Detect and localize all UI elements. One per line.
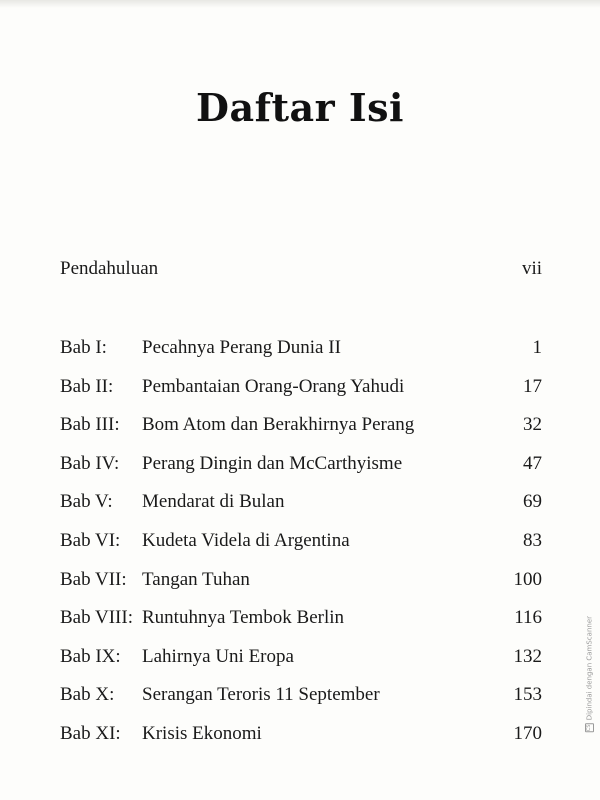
chapter-page-number: 83 <box>523 529 542 551</box>
watermark-text: Dipindai dengan CamScanner <box>585 615 594 720</box>
intro-label: Pendahuluan <box>60 258 159 279</box>
scan-edge-shadow <box>0 0 600 8</box>
chapter-page-number: 153 <box>513 684 542 706</box>
toc-row <box>60 646 542 685</box>
toc-intro-row <box>60 258 542 280</box>
chapter-number: Bab I: <box>60 337 107 358</box>
chapter-page-number: 17 <box>523 375 542 397</box>
chapter-page-number: 1 <box>532 337 542 358</box>
chapter-number: Bab VI: <box>60 529 121 551</box>
toc-row <box>60 376 542 415</box>
chapter-title: Lahirnya Uni Eropa <box>142 645 294 667</box>
page-title: Daftar Isi <box>196 85 404 131</box>
toc-row <box>60 491 542 530</box>
chapter-page-number: 32 <box>523 414 542 436</box>
chapter-number: Bab II: <box>60 375 114 397</box>
chapter-page-number: 116 <box>514 607 542 629</box>
toc-row <box>60 723 542 762</box>
chapter-title: Pembantaian Orang-Orang Yahudi <box>142 375 405 397</box>
intro-page-number: vii <box>521 258 542 279</box>
toc-row <box>60 530 542 569</box>
table-of-contents <box>60 337 542 762</box>
chapter-number: Bab V: <box>60 491 113 513</box>
toc-row <box>60 569 542 608</box>
chapter-title: Runtuhnya Tembok Berlin <box>142 607 345 629</box>
toc-row <box>60 684 542 723</box>
chapter-title: Tangan Tuhan <box>142 568 250 590</box>
chapter-number: Bab VIII: <box>60 607 133 629</box>
chapter-number: Bab XI: <box>60 722 121 744</box>
chapter-title: Perang Dingin dan McCarthyisme <box>142 452 403 474</box>
chapter-page-number: 132 <box>513 645 542 667</box>
chapter-page-number: 47 <box>523 452 542 474</box>
chapter-title: Kudeta Videla di Argentina <box>142 529 350 551</box>
chapter-number: Bab III: <box>60 414 120 436</box>
chapter-page-number: 69 <box>523 491 542 513</box>
chapter-number: Bab VII: <box>60 568 127 590</box>
camscanner-watermark <box>585 616 594 732</box>
chapter-page-number: 170 <box>513 722 542 744</box>
chapter-page-number: 100 <box>513 568 542 590</box>
camscanner-logo-icon: CS <box>586 724 592 731</box>
chapter-title: Krisis Ekonomi <box>142 722 262 744</box>
toc-row <box>60 414 542 453</box>
chapter-title: Pecahnya Perang Dunia II <box>142 337 341 358</box>
chapter-number: Bab X: <box>60 684 115 706</box>
chapter-number: Bab IX: <box>60 645 121 667</box>
chapter-title: Serangan Teroris 11 September <box>142 684 380 706</box>
toc-row <box>60 337 542 376</box>
chapter-title: Bom Atom dan Berakhirnya Perang <box>142 414 415 436</box>
chapter-title: Mendarat di Bulan <box>142 491 285 513</box>
toc-row <box>60 607 542 646</box>
toc-row <box>60 453 542 492</box>
chapter-number: Bab IV: <box>60 452 120 474</box>
